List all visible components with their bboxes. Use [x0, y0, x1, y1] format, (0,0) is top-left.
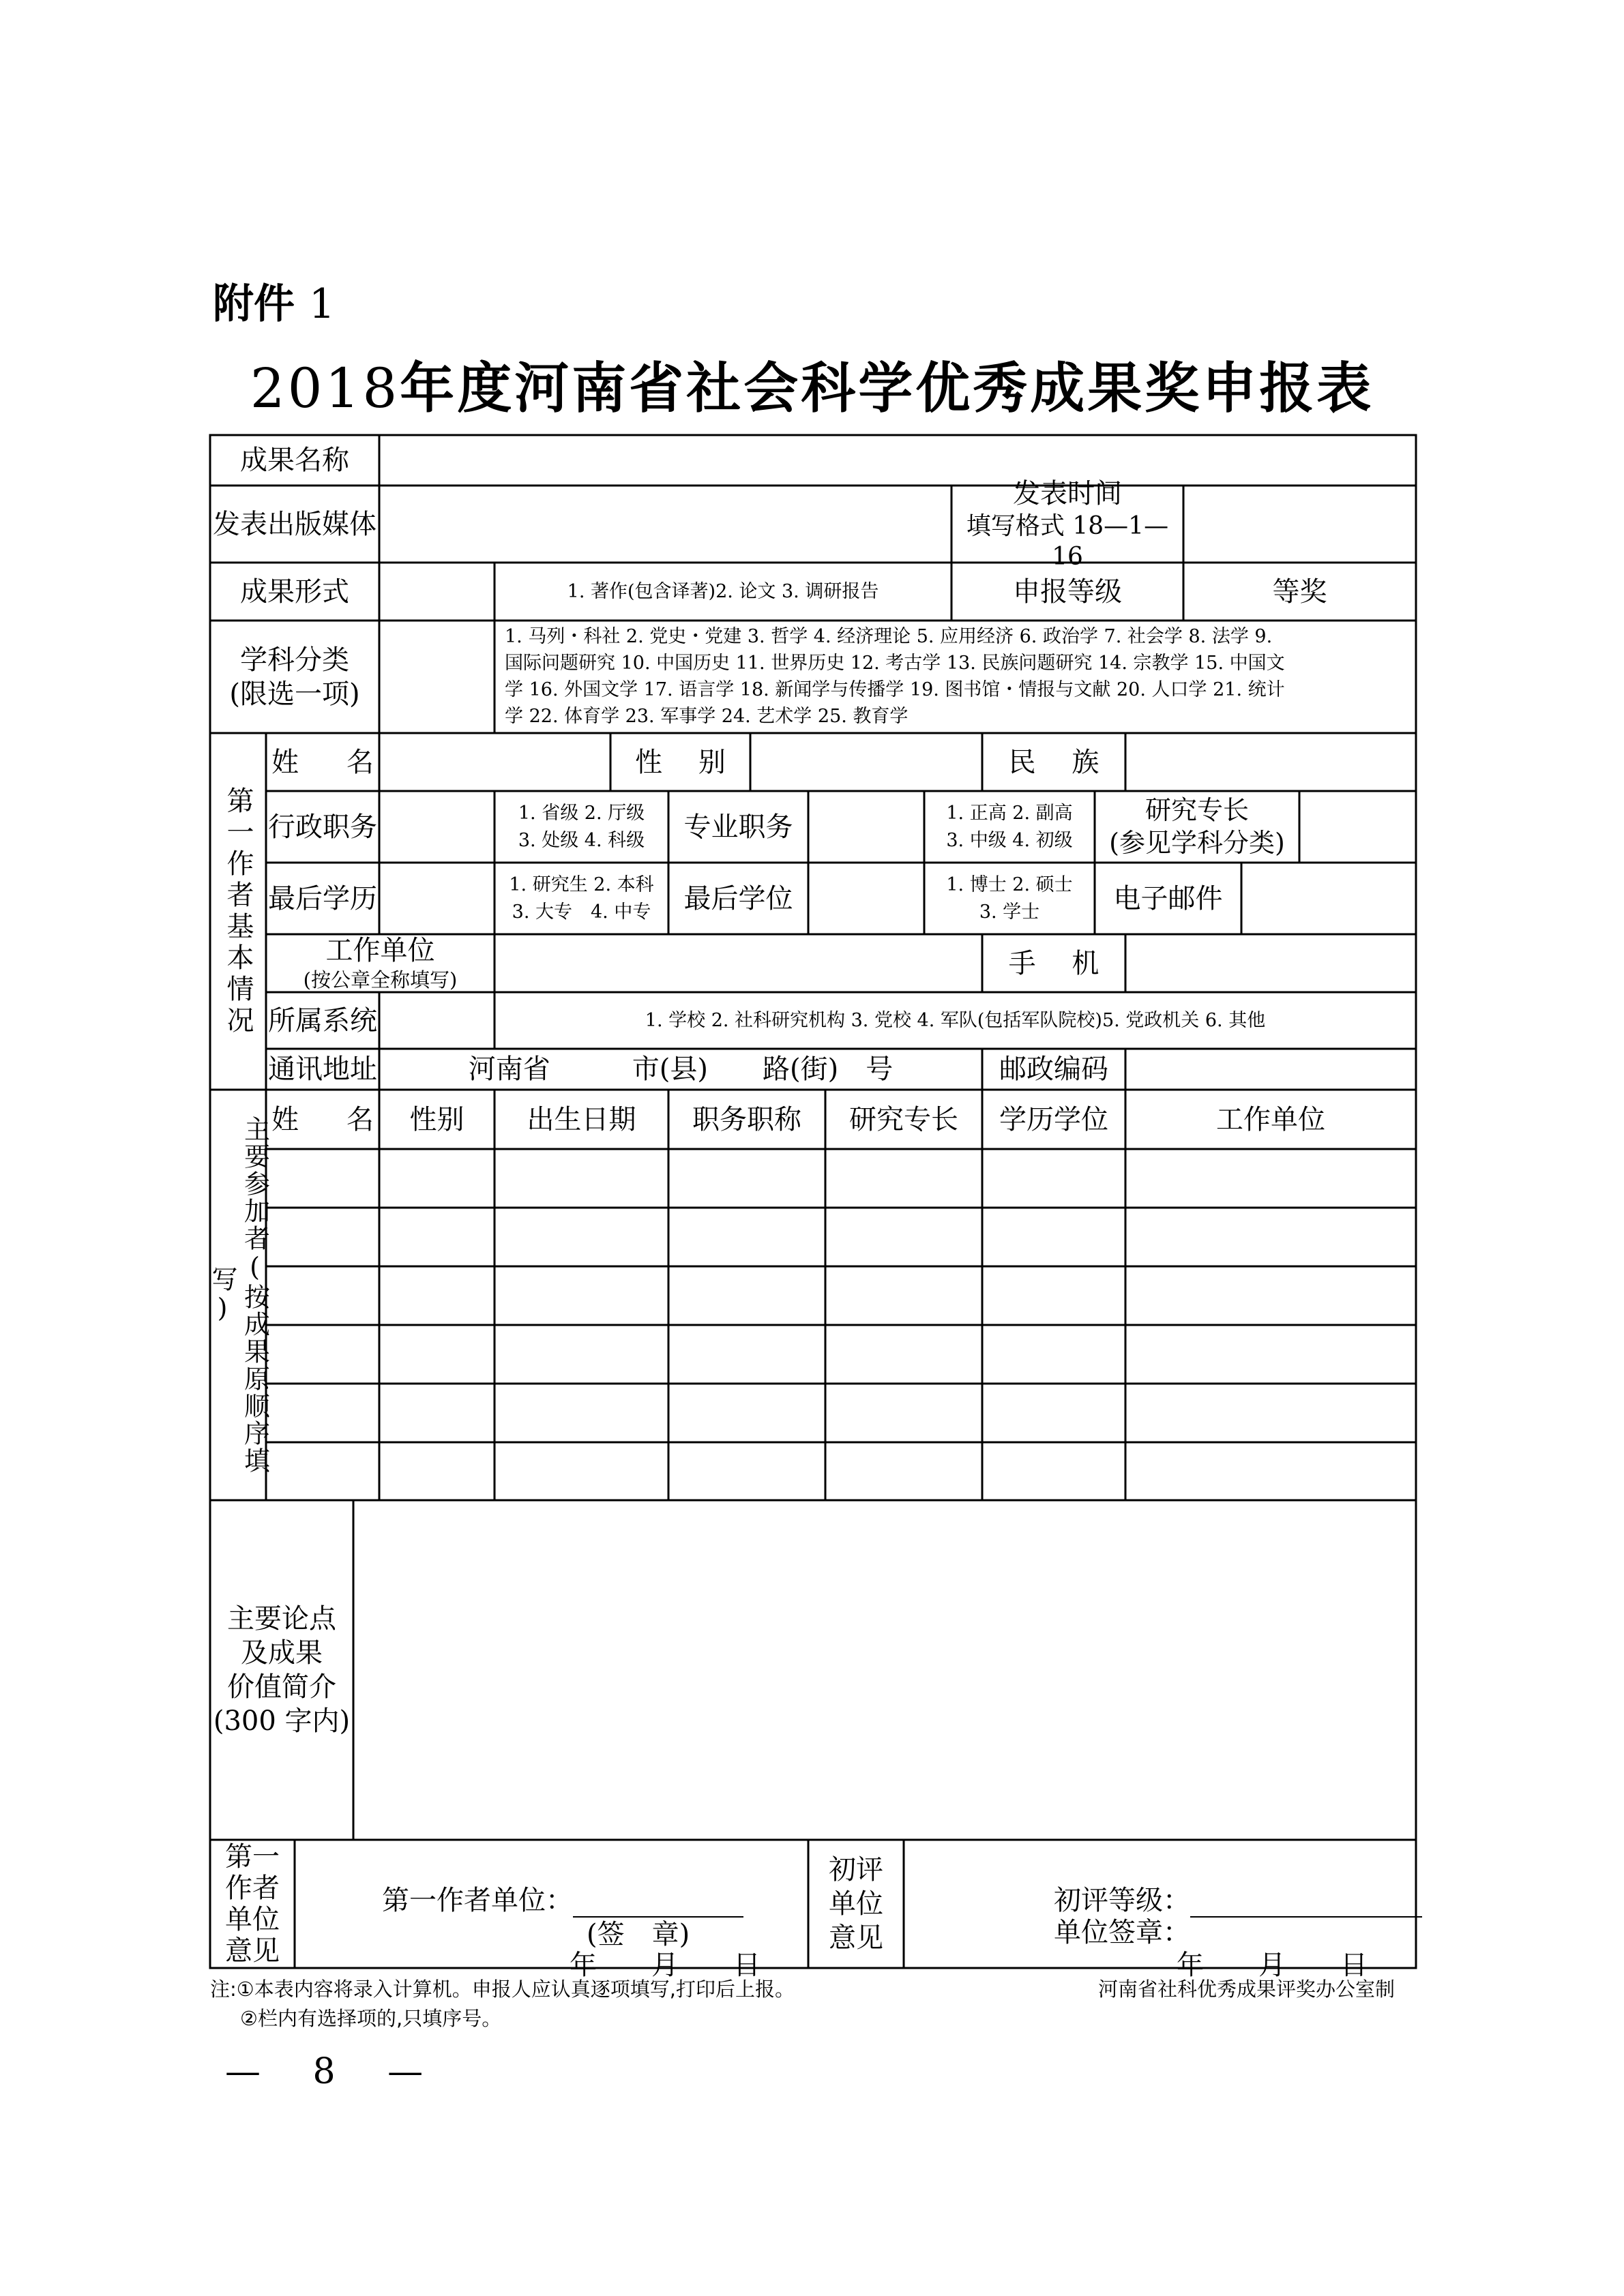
attachment-label: 附件 1: [213, 280, 336, 328]
research-field[interactable]: [1299, 791, 1416, 863]
degree-options: 1. 博士 2. 硕士 3. 学士: [946, 874, 1073, 923]
subject-options: 1. 马列・科社 2. 党史・党建 3. 哲学 4. 经济理论 5. 应用经济 6. 政治学 7. 社会学 8. 法学 9. 国际问题研究 10. 中国历史 11. 世界历史 12. 考古学 13. 民族问题研究 14. 宗教学 15. 中国文 学 16. 外国文学 17. 语言学 18. 新闻学与传播学 19. 图书馆・情报与文献 20. 人口学 21. 统计 学 22. 体育学 23. 军事学 24. 艺术学 25. 教育学: [505, 625, 1285, 728]
achievement-form-label: 成果形式: [240, 576, 349, 608]
system-label: 所属系统: [268, 1004, 377, 1037]
achievement-name-label: 成果名称: [240, 445, 349, 476]
admin-post-options: 1. 省级 2. 厅级 3. 处级 4. 科级: [518, 803, 645, 851]
email-field[interactable]: [1241, 863, 1416, 934]
achievement-form-field[interactable]: [379, 563, 494, 621]
first-author-section-label: 第一作者基本情况: [222, 786, 254, 1037]
edu-options: 1. 研究生 2. 本科 3. 大专 4. 中专: [509, 874, 654, 923]
mobile-field[interactable]: [1125, 934, 1416, 992]
degree-field[interactable]: [808, 863, 924, 934]
subject-field[interactable]: [379, 621, 494, 733]
unit-opinion-label: 第一 作者 单位 意见: [225, 1841, 280, 1967]
work-unit-label: 工作单位 (按公章全称填写): [303, 935, 458, 992]
address-label: 通讯地址: [268, 1054, 377, 1085]
summary-label: 主要论点 及成果 价值简介 (300 字内): [213, 1603, 351, 1737]
participant-header-research: 研究专长: [849, 1103, 958, 1135]
unit-date: 年 月 日: [570, 1950, 761, 1981]
footer-issuer: 河南省社科优秀成果评奖办公室制: [1098, 1978, 1396, 2001]
gender-field[interactable]: [750, 733, 982, 791]
system-field[interactable]: [379, 992, 494, 1049]
postcode-label: 邮政编码: [999, 1054, 1108, 1085]
footer-note-1: 注:①本表内容将录入计算机。申报人应认真逐项填写,打印后上报。: [210, 1978, 795, 2001]
unit-sign-line[interactable]: 第一作者单位：: [382, 1879, 743, 1918]
work-unit-field[interactable]: [494, 934, 982, 992]
unit-seal: (签 章): [587, 1919, 690, 1950]
achievement-form-options: 1. 著作(包含译著)2. 论文 3. 调研报告: [567, 580, 879, 602]
publish-time-field[interactable]: [1183, 486, 1416, 563]
subject-label: 学科分类 (限选一项): [229, 644, 360, 710]
gender-label: 性 别: [635, 746, 726, 778]
ethnicity-label: 民 族: [1008, 746, 1099, 778]
edu-label: 最后学历: [268, 882, 377, 914]
participant-header-title: 职务职称: [692, 1103, 801, 1135]
mobile-label: 手 机: [1008, 947, 1099, 979]
page-number: — 8 —: [225, 2051, 444, 2092]
participant-header-gender: 性别: [409, 1103, 464, 1135]
ethnicity-field[interactable]: [1125, 733, 1416, 791]
postcode-field[interactable]: [1125, 1049, 1416, 1090]
participant-header-name: 姓 名: [271, 1103, 374, 1135]
review-seal: 单位签章：: [1054, 1917, 1190, 1948]
participant-header-unit: 工作单位: [1216, 1103, 1325, 1135]
participants-section-label: 主要参加者(按成果原顺序填写): [207, 1116, 270, 1474]
review-level-line[interactable]: 初评等级：: [1054, 1879, 1422, 1918]
achievement-name-field[interactable]: [379, 435, 1416, 486]
publish-media-label: 发表出版媒体: [213, 508, 377, 540]
edu-field[interactable]: [379, 863, 494, 934]
pro-post-label: 专业职务: [683, 811, 793, 843]
name-field[interactable]: [379, 733, 610, 791]
review-opinion-label: 初评 单位 意见: [829, 1854, 883, 1954]
participant-header-birth: 出生日期: [527, 1103, 636, 1135]
pro-post-field[interactable]: [808, 791, 924, 863]
award-level-field[interactable]: 等奖: [1272, 576, 1327, 608]
address-field[interactable]: 河南省 市(县) 路(街) 号: [468, 1054, 894, 1085]
admin-post-label: 行政职务: [268, 811, 377, 843]
review-date: 年 月 日: [1177, 1950, 1368, 1981]
degree-label: 最后学位: [683, 882, 793, 914]
publish-media-field[interactable]: [379, 486, 951, 563]
form-title: 2018年度河南省社会科学优秀成果奖申报表: [250, 357, 1374, 420]
footer-note-2: ②栏内有选择项的,只填序号。: [240, 2007, 502, 2030]
research-label: 研究专长 (参见学科分类): [1109, 795, 1285, 858]
participant-header-degree: 学历学位: [999, 1103, 1108, 1135]
email-label: 电子邮件: [1113, 882, 1223, 914]
apply-level-label: 申报等级: [1013, 576, 1122, 608]
system-options: 1. 学校 2. 社科研究机构 3. 党校 4. 军队(包括军队院校)5. 党政机关 6. 其他: [645, 1009, 1266, 1031]
summary-field[interactable]: [353, 1500, 1416, 1840]
publish-time-label: 发表时间 填写格式 18—1—16: [966, 477, 1169, 571]
pro-post-options: 1. 正高 2. 副高 3. 中级 4. 初级: [946, 803, 1073, 851]
admin-post-field[interactable]: [379, 791, 494, 863]
name-label: 姓 名: [271, 746, 374, 778]
